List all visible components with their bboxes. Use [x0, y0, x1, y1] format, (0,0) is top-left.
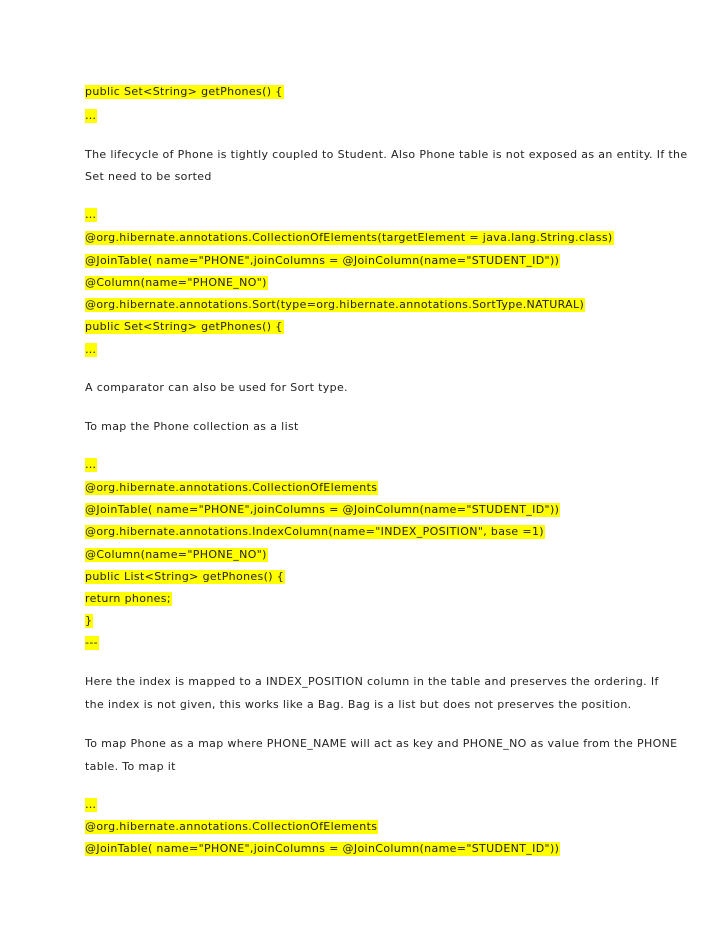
- code-text: …: [85, 109, 97, 122]
- paragraph-text: table. To map it: [85, 760, 176, 773]
- code-text: …: [85, 343, 97, 356]
- paragraph-text: the index is not given, this works like a Bag. Bag is a list but does not preserves the position.: [85, 698, 632, 711]
- code-text: @org.hibernate.annotations.CollectionOfElements: [85, 481, 378, 494]
- code-line: [85, 570, 285, 584]
- code-text: @JoinTable( name="PHONE",joinColumns = @JoinColumn(name="STUDENT_ID")): [85, 254, 560, 267]
- paragraph-line: [85, 420, 299, 434]
- code-text: public Set<String> getPhones() {: [85, 320, 283, 333]
- code-text: @org.hibernate.annotations.IndexColumn(name="INDEX_POSITION", base =1): [85, 525, 544, 538]
- paragraph-line: [85, 698, 632, 712]
- paragraph-text: A comparator can also be used for Sort type.: [85, 381, 348, 394]
- code-line: [85, 458, 97, 472]
- paragraph-text: Set need to be sorted: [85, 170, 212, 183]
- code-text: ---: [85, 636, 98, 649]
- code-line: [85, 320, 284, 334]
- code-line: [85, 298, 585, 312]
- code-line: [85, 820, 378, 834]
- code-text: @org.hibernate.annotations.Sort(type=org.hibernate.annotations.SortType.NATURAL): [85, 298, 585, 311]
- paragraph-text: To map Phone as a map where PHONE_NAME will act as key and PHONE_NO as value from the PHONE: [85, 737, 678, 750]
- code-line: [85, 208, 97, 222]
- code-text: @JoinTable( name="PHONE",joinColumns = @JoinColumn(name="STUDENT_ID")): [85, 842, 560, 855]
- paragraph-text: To map the Phone collection as a list: [85, 420, 299, 433]
- paragraph-text: The lifecycle of Phone is tightly coupled to Student. Also Phone table is not exposed as an entity. If the: [85, 148, 688, 161]
- paragraph-line: [85, 675, 659, 689]
- paragraph-text: Here the index is mapped to a INDEX_POSITION column in the table and preserves the ordering. If: [85, 675, 659, 688]
- code-line: [85, 85, 284, 99]
- code-text: …: [85, 208, 97, 221]
- code-text: …: [85, 458, 97, 471]
- paragraph-line: [85, 170, 212, 184]
- code-line: [85, 614, 93, 628]
- code-text: @JoinTable( name="PHONE",joinColumns = @JoinColumn(name="STUDENT_ID")): [85, 503, 560, 516]
- code-line: [85, 254, 560, 268]
- code-line: [85, 481, 378, 495]
- code-line: [85, 276, 268, 290]
- paragraph-line: [85, 381, 348, 395]
- paragraph-line: [85, 737, 677, 751]
- code-line: [85, 798, 97, 812]
- code-text: @Column(name="PHONE_NO"): [85, 548, 267, 561]
- code-text: @org.hibernate.annotations.CollectionOfElements: [85, 820, 378, 833]
- code-line: [85, 548, 268, 562]
- paragraph-line: [85, 760, 176, 774]
- code-line: [85, 636, 99, 650]
- code-line: [85, 842, 560, 856]
- code-line: [85, 525, 545, 539]
- code-line: [85, 109, 97, 123]
- code-text: return phones;: [85, 592, 171, 605]
- code-text: …: [85, 798, 97, 811]
- paragraph-line: [85, 148, 688, 162]
- code-line: [85, 343, 97, 357]
- code-text: public Set<String> getPhones() {: [85, 85, 283, 98]
- code-text: @Column(name="PHONE_NO"): [85, 276, 267, 289]
- code-text: public List<String> getPhones() {: [85, 570, 285, 583]
- code-line: [85, 592, 172, 606]
- code-line: [85, 503, 560, 517]
- code-line: [85, 231, 614, 245]
- code-text: }: [85, 614, 93, 627]
- code-text: @org.hibernate.annotations.CollectionOfElements(targetElement = java.lang.String.class): [85, 231, 613, 244]
